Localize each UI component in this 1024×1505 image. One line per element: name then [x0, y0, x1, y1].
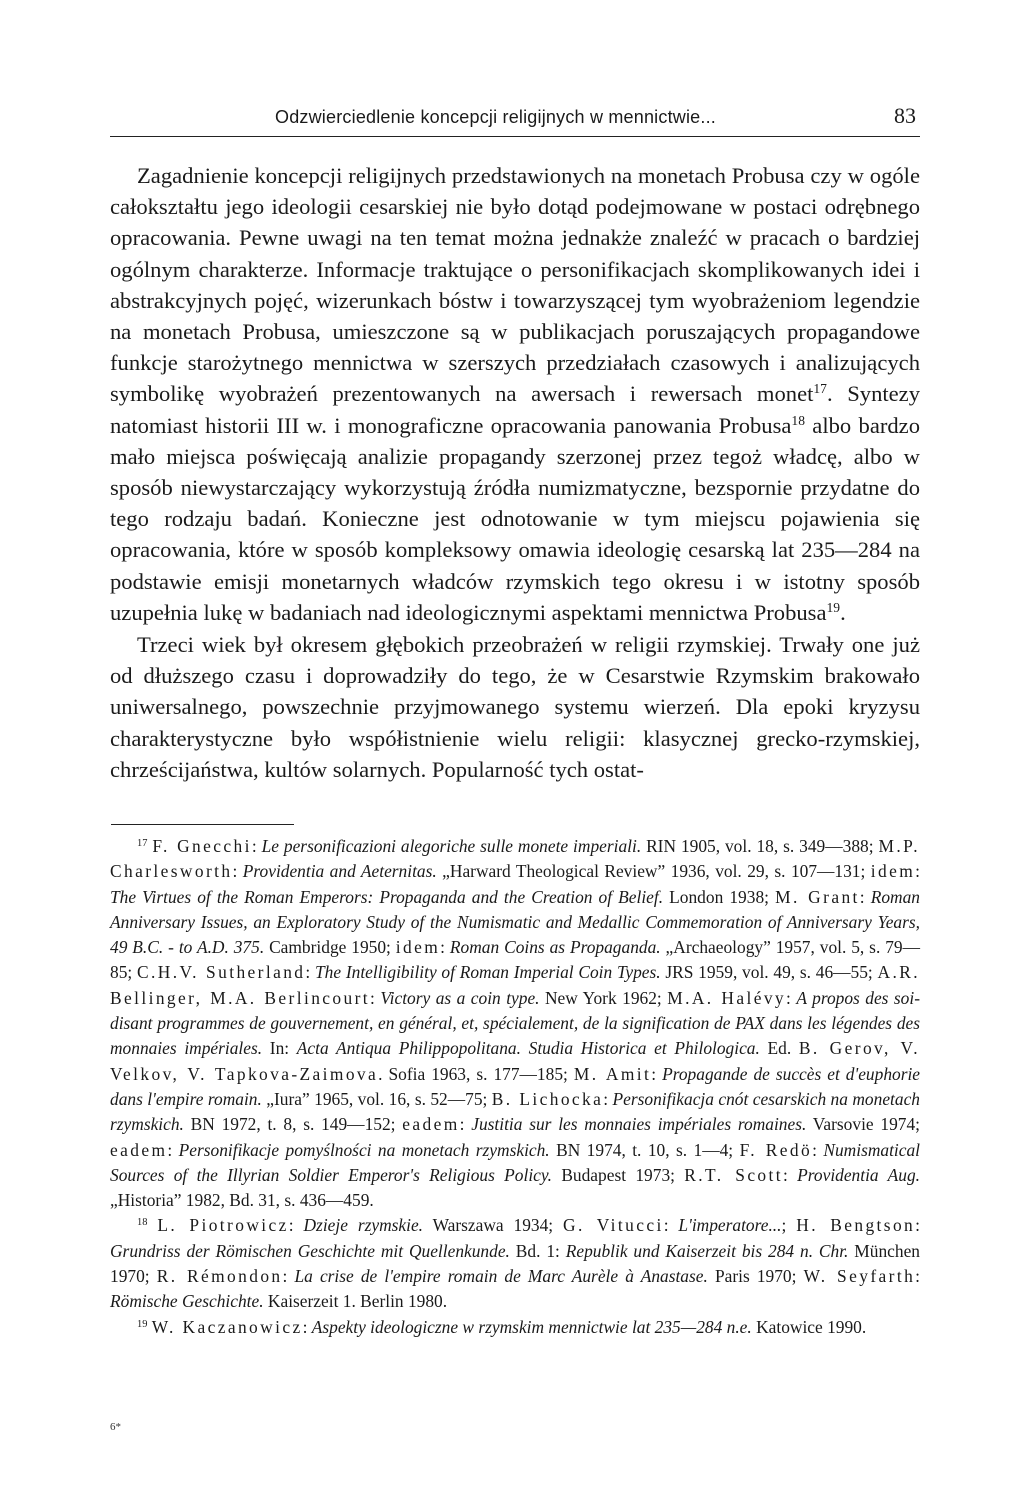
paragraph-text: .: [840, 599, 846, 625]
footnote-ref-19[interactable]: 19: [826, 599, 841, 615]
main-text: [110, 160, 920, 785]
author-name: C.H.V. Sutherland: [136, 962, 306, 983]
author-name: H. Bengtson: [796, 1215, 916, 1236]
footnote-number: 18: [137, 1217, 148, 1229]
work-title: Acta Antiqua Philippopolitana. Studia Historica et Philologica.: [296, 1038, 760, 1059]
work-title: Grundriss der Römischen Geschichte mit Quellenkunde.: [110, 1240, 510, 1261]
work-title: Providentia Aug.: [797, 1164, 920, 1185]
work-title: Victory as a coin type.: [380, 987, 540, 1008]
author-name: idem: [870, 861, 916, 882]
work-title: Dzieje rzymskie.: [303, 1215, 424, 1236]
author-name: M.A. Halévy: [667, 987, 787, 1008]
author-name: M.P. Charlesworth: [110, 836, 920, 882]
author-name: R.T. Scott: [684, 1164, 783, 1185]
work-title: Aspekty ideologiczne w rzymskim mennictwie lat 235—284 n.e.: [311, 1316, 752, 1337]
footnote-number: 19: [137, 1318, 148, 1330]
work-title: Personifikacje pomyślności na monetach rzymskich.: [178, 1139, 550, 1160]
work-title: Le personificazioni alegoriche sulle monete imperiali.: [261, 836, 642, 856]
author-name: B. Lichocka: [491, 1088, 604, 1109]
footnote-17: $^{17}$ F. Gnecchi: Le personificazioni alegoriche sulle monete imperiali. RIN 1905, vol. 18, s. 349—388; M.P. Charlesworth: Providentia and Aeternitas. „Harward Theological Review” 1936, vol. 29, s. 107—131; idem: The Virtues of the Roman Emperors: Propaganda and the Creation of Belief. London 1938; M. Grant: Roman Anniversary Issues, an Exploratory Study of the Numismatic and Medallic Commemoration of Anniversary Years, 49 B.C. - to A.D. 375. Cambridge 1950; idem: Roman Coins as Propaganda. „Archaeology” 1957, vol. 5, s. 79—85; C.H.V. Sutherland: The Intelligibility of Roman Imperial Coin Types. JRS 1959, vol. 49, s. 46—55; A.R. Bellinger, M.A. Berlincourt: Victory as a coin type. New York 1962; M.A. Halévy: A propos des soi-disant programmes de gouvernement, en général, et, spécialement, de la signification de PAX dans les légendes des monnaies impériales. In: Acta Antiqua Philippopolitana. Studia Historica et Philologica. Ed. B. Gerov, V. Velkov, V. Tapkova-Zaimova. Sofia 1963, s. 177—185; M. Amit: Propagande de succès et d'euphorie dans l'empire romain. „Iura” 1965, vol. 16, s. 52—75; B. Lichocka: Personifikacja cnót cesarskich na monetach rzymskich. BN 1972, t. 8, s. 149—152; eadem: Justitia sur les monnaies impériales romaines. Varsovie 1974; eadem: Personifikacje pomyślności na monetach rzymskich. BN 1974, t. 10, s. 1—4; F. Redö: Numismatical Sources of the Illyrian Soldier Emperor's Religious Policy. Budapest 1973; R.T. Scott: Providentia Aug. „Historia” 1982, Bd. 31, s. 436—459.: [110, 836, 921, 1211]
author-name: G. Vitucci: [563, 1215, 664, 1236]
paragraph-text: albo bardzo mało miejsca poświęcają analizie propagandy szerzonej przez tegoż władcę, albo w sposób niewystarczający wykorzystują źródła numizmatyczne, bezspornie przydatne do tego rodzaju badań. Konieczne jest odnotowanie w tym miejscu pojawienia się opracowania, które w sposób kompleksowy omawia ideologię cesarską lat 235—284 na podstawie emisji monetarnych władców rzymskich tego okresu i w istotny sposób uzupełnia lukę w badaniach nad ideologicznymi aspektami mennictwa Probusa: [110, 412, 920, 625]
paragraph-text: . Syntezy natomiast historii III w. i monograficzne opracowania panowania Probusa: [110, 381, 921, 438]
footnotes: [110, 834, 920, 1340]
author-name: idem: [395, 937, 441, 958]
author-name: A.R. Bellinger, M.A. Berlincourt: [110, 962, 920, 1008]
work-title: La crise de l'empire romain de Marc Aurèle à Anastase.: [294, 1266, 708, 1287]
work-title: The Intelligibility of Roman Imperial Coin Types.: [315, 962, 661, 983]
author-name: eadem: [110, 1139, 168, 1160]
footnote-19: $^{19}$ W. Kaczanowicz: Aspekty ideologiczne w rzymskim mennictwie lat 235—284 n.e. Katowice 1990.: [137, 1316, 867, 1337]
running-title: Odzwierciedlenie koncepcji religijnych w mennictwie...: [275, 107, 716, 127]
author-name: R. Rémondon: [156, 1266, 283, 1287]
author-name: W. Seyfarth: [803, 1266, 916, 1287]
author-name: F. Redö: [739, 1139, 813, 1160]
author-name: W. Kaczanowicz: [151, 1316, 303, 1337]
footnote-ref-17[interactable]: 17: [813, 381, 827, 397]
work-title: Roman Coins as Propaganda.: [449, 937, 661, 958]
author-name: B. Gerov, V. Velkov, V. Tapkova-Zaimova: [110, 1038, 920, 1084]
work-title: Römische Geschichte.: [110, 1291, 264, 1312]
paragraph-2: Trzeci wiek był okresem głębokich przeobrażeń w religii rzymskiej. Trwały one już od dłuższego czasu i doprowadziły do tego, że w Cesarstwie Rzymskim brakowało uniwersalnego, powszechnie przyjmowanego systemu wierzeń. Dla epoki kryzysu charakterystyczne było współistnienie wielu religii: klasycznej grecko-rzymskiej, chrześcijaństwa, kultów solarnych. Popularność tych ostat-: [110, 632, 920, 782]
work-title: A propos des soi-disant programmes de gouvernement, en général, et, spécialement, de la signification de PAX dans les légendes des monnaies impériales.: [110, 987, 921, 1059]
work-title: Personifikacja cnót cesarskich na monetach rzymskich.: [110, 1088, 920, 1135]
work-title: Providentia and Aeternitas.: [242, 861, 437, 882]
work-title: L'imperatore...: [678, 1215, 782, 1236]
page-number: 83: [894, 103, 916, 128]
footnote-number: 17: [137, 837, 148, 849]
footnote-ref-18[interactable]: 18: [791, 412, 805, 428]
work-title: Republik und Kaiserzeit bis 284 n. Chr.: [565, 1240, 849, 1261]
paragraph-1: [110, 160, 920, 628]
author-name: M. Amit: [573, 1063, 652, 1084]
author-name: M. Grant: [775, 886, 860, 907]
footnote-separator: [111, 824, 294, 825]
footnote-18: $^{18}$ L. Piotrowicz: Dzieje rzymskie. Warszawa 1934; G. Vitucci: L'imperatore...; H. Bengtson: Grundriss der Römischen Geschichte mit Quellenkunde. Bd. 1: Republik und Kaiserzeit bis 284 n. Chr. München 1970; R. Rémondon: La crise de l'empire romain de Marc Aurèle à Anastase. Paris 1970; W. Seyfarth: Römische Geschichte. Kaiserzeit 1. Berlin 1980.: [110, 1215, 921, 1312]
paragraph-text: Zagadnienie koncepcji religijnych przedstawionych na monetach Probusa czy w ogóle całokształtu jego ideologii cesarskiej nie było dotąd podejmowane w postaci odrębnego opracowania. Pewne uwagi na ten temat można jednakże znaleźć w pracach o bardziej ogólnym charakterze. Informacje traktujące o personifikacjach skomplikowanych idei i abstrakcyjnych pojęć, wizerunkach bóstw i towarzyszącej tym wyobrażeniom legendzie na monetach Probusa, umieszczone są w publikacjach poruszających propagandowe funkcje starożytnego mennictwa w szerszych przedziałach czasowych i analizujących symbolikę wyobrażeń prezentowanych na awersach i rewersach monet: [110, 163, 920, 407]
author-name: eadem: [402, 1114, 460, 1135]
author-name: F. Gnecchi: [152, 836, 252, 856]
work-title: Roman Anniversary Issues, an Exploratory Study of the Numismatic and Medallic Commemoration of Anniversary Years, 49 B.C. - to A.D. 375.: [110, 886, 920, 958]
signature-mark: 6*: [110, 1421, 121, 1433]
author-name: L. Piotrowicz: [157, 1215, 289, 1236]
work-title: Justitia sur les monnaies impériales romaines.: [471, 1114, 807, 1135]
work-title: Propagande de succès et d'euphorie dans l'empire romain.: [110, 1063, 921, 1109]
work-title: The Virtues of the Roman Emperors: Propaganda and the Creation of Belief.: [110, 886, 664, 907]
work-title: Numismatical Sources of the Illyrian Soldier Emperor's Religious Policy.: [110, 1139, 921, 1185]
running-header: [110, 104, 920, 137]
